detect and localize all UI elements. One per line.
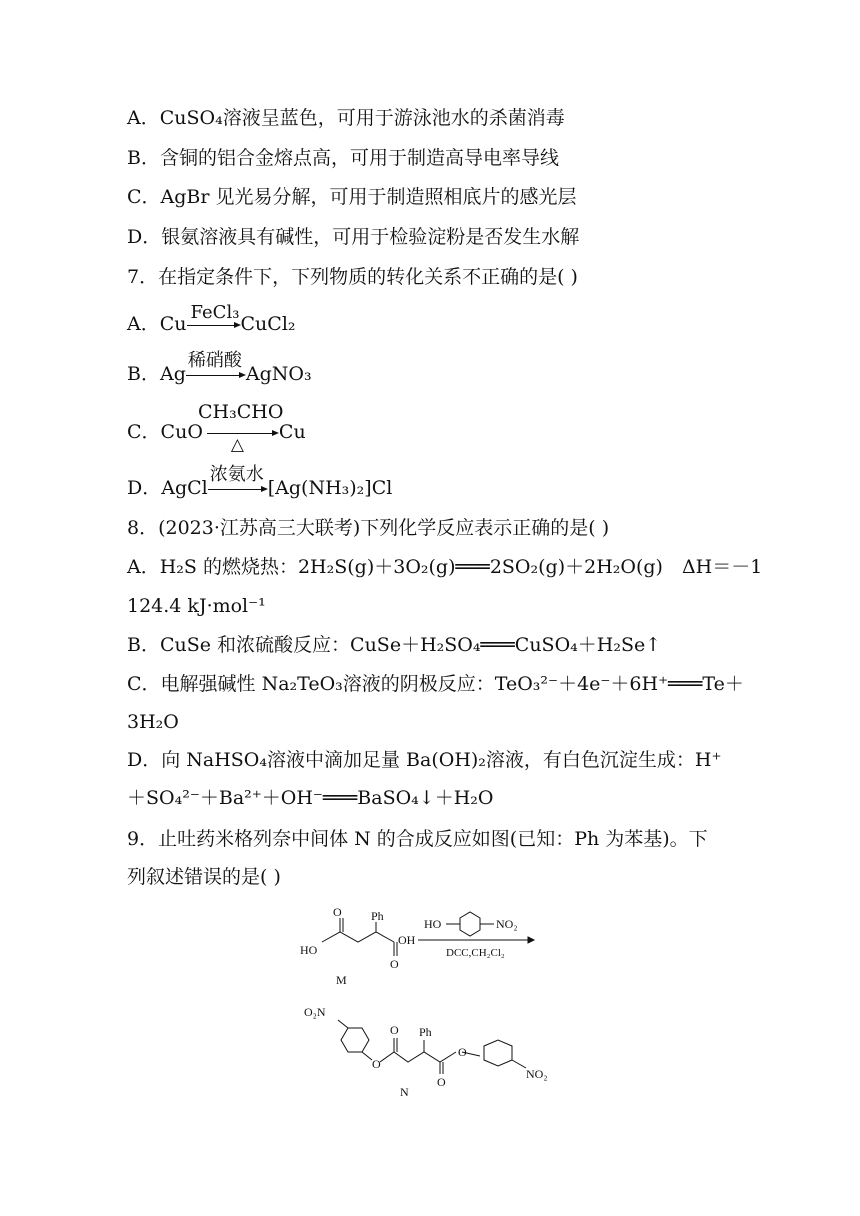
option-label: C． [127,421,161,443]
q6-option-c: C．AgBr 见光易分解，可用于制造照相底片的感光层 [127,186,577,208]
reactant: Cu [159,313,187,335]
option-label: A． [127,313,160,335]
reagent-ho-label: HO [424,917,442,931]
q8-option-d-line2: ＋SO₄²⁻＋Ba²⁺＋OH⁻═══BaSO₄↓＋H₂O [127,787,494,809]
n-benzene-right [484,1040,512,1066]
o2n-label: O₂N [304,1005,326,1019]
ester-o-label: O [458,1045,467,1059]
ho-label: HO [300,943,318,957]
q7-stem: 7．在指定条件下，下列物质的转化关系不正确的是( ) [127,266,578,288]
carbonyl-o-label: O [437,1075,446,1089]
q8-option-c-line2: 3H₂O [127,711,179,733]
q7-option-b [127,350,312,386]
q8-option-a-line1: A．H₂S 的燃烧热：2H₂S(g)＋3O₂(g)═══2SO₂(g)＋2H₂O(g) ΔH＝－1 [127,556,763,578]
reactant: CuO [160,421,203,443]
heat-symbol: △ [230,435,244,455]
q9-stem-line2: 列叙述错误的是( ) [127,866,281,888]
q8-option-d-line1: D．向 NaHSO₄溶液中滴加足量 Ba(OH)₂溶液，有白色沉淀生成：H⁺ [127,749,722,771]
q6-option-a: A．CuSO₄溶液呈蓝色，可用于游泳池水的杀菌消毒 [127,107,565,129]
q7-option-d [127,464,393,500]
molecule-n-label: N [400,1085,409,1099]
reaction-arrow [207,427,279,455]
reaction-arrowhead [528,937,534,943]
carbonyl-o-label: O [390,957,399,971]
m-backbone [322,932,394,942]
reaction-condition: FeCl₃ [190,302,240,323]
ph-label: Ph [371,909,384,923]
no2-label: NO₂ [526,1067,548,1081]
reagent-no2-label: NO₂ [496,917,518,931]
molecule-m-label: M [336,973,347,987]
reaction-condition: 浓氨水 [209,464,264,485]
oh-label: OH [398,933,416,947]
n-no2-bond-left [338,1020,348,1028]
q7-option-c-condition: CH₃CHO [198,401,284,423]
reaction-scheme [0,900,860,1120]
option-label: D． [127,477,162,499]
reaction-arrow [208,464,268,495]
product: [Ag(NH₃)₂]Cl [267,477,393,499]
n-no2-bond-right [512,1060,526,1068]
reagent-bottom-label: DCC,CH₂Cl₂ [446,947,505,959]
ester-o-label: O [372,1057,381,1071]
q8-option-c-line1: C．电解强碱性 Na₂TeO₃溶液的阴极反应：TeO₃²⁻＋4e⁻＋6H⁺═══Te＋ [127,673,744,695]
carbonyl-o-label: O [390,1023,399,1037]
n-backbone [380,1052,456,1062]
option-label: B． [127,363,160,385]
carbonyl-o-label: O [333,905,342,919]
n-benzene-left [341,1028,369,1052]
q6-option-d: D．银氨溶液具有碱性，可用于检验淀粉是否发生水解 [127,226,580,248]
reagent-benzene-ring [460,912,480,936]
ph-label: Ph [419,1025,432,1039]
q8-option-a-line2: 124.4 kJ·mol⁻¹ [127,595,266,617]
q7-option-c [127,420,306,455]
reaction-condition: 稀硝酸 [187,350,242,371]
product: CuCl₂ [240,313,296,335]
product: AgNO₃ [245,363,312,385]
q7-option-a [127,302,296,336]
reactant: AgCl [161,477,208,499]
reaction-arrow [186,350,246,381]
q6-option-b: B．含铜的铝合金熔点高，可用于制造高导电率导线 [127,147,559,169]
q8-option-b: B．CuSe 和浓硫酸反应：CuSe＋H₂SO₄═══CuSO₄＋H₂Se↑ [127,634,662,656]
product: Cu [278,421,306,443]
q9-stem-line1: 9．止吐药米格列奈中间体 N 的合成反应如图(已知：Ph 为苯基)。下 [127,828,708,850]
reactant: Ag [159,363,186,385]
q8-stem: 8．(2023·江苏高三大联考)下列化学反应表示正确的是( ) [127,517,610,539]
reaction-arrow [187,302,241,331]
